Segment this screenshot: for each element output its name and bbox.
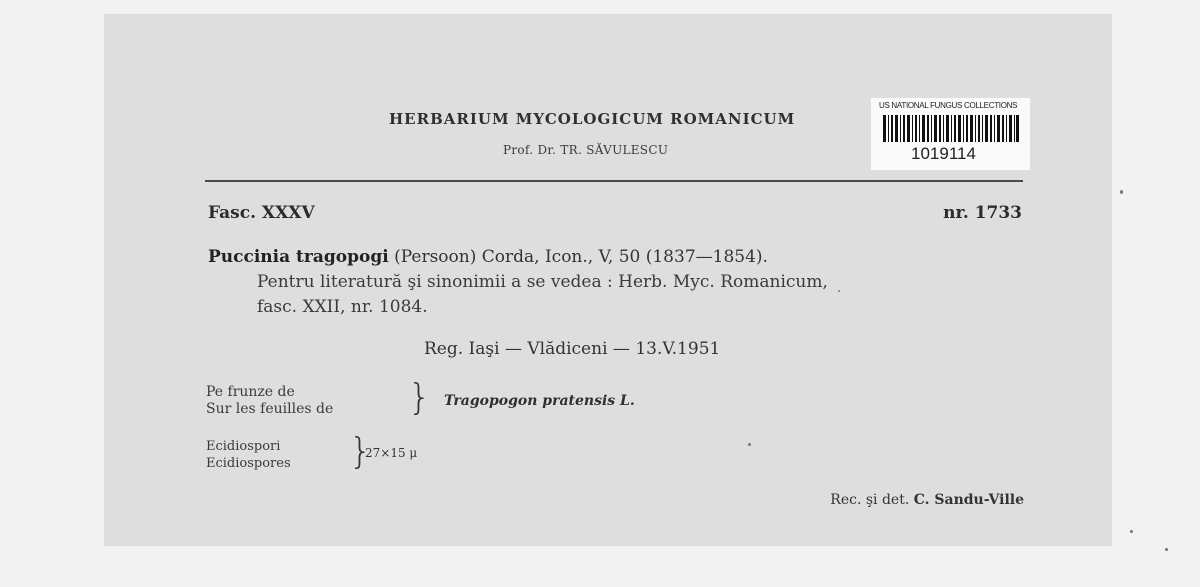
locality: Reg. Iaşi — Vlădiceni — 13.V.1951 bbox=[424, 339, 721, 359]
species-name: Puccinia tragopogi bbox=[208, 247, 389, 267]
host-label-ro: Pe frunze de bbox=[206, 384, 295, 400]
header-divider bbox=[205, 180, 1023, 182]
host-labels bbox=[206, 384, 333, 418]
collector-line bbox=[830, 492, 1024, 508]
herbarium-title: HERBARIUM MYCOLOGICUM ROMANICUM bbox=[389, 110, 796, 128]
literature-line-1: Pentru literatură şi sinonimii a se vedea : Herb. Myc. Romanicum, bbox=[257, 272, 828, 292]
barcode-number: 1019114 bbox=[911, 144, 976, 163]
host-label-fr: Sur les feuilles de bbox=[206, 401, 334, 417]
paper-speck bbox=[1165, 548, 1168, 551]
barcode-icon bbox=[883, 115, 1019, 142]
spore-size: 27×15 μ bbox=[365, 446, 418, 460]
literature-line-2: fasc. XXII, nr. 1084. bbox=[257, 297, 428, 317]
paper-speck bbox=[1130, 530, 1133, 533]
barcode-sticker bbox=[871, 98, 1030, 170]
host-brace-icon: } bbox=[408, 377, 431, 418]
spore-brace-icon: } bbox=[349, 431, 372, 472]
spore-label-ro: Ecidiospori bbox=[206, 439, 281, 454]
fascicle: Fasc. XXXV bbox=[208, 203, 315, 223]
species-authority: (Persoon) Corda, Icon., V, 50 (1837—1854). bbox=[388, 247, 768, 267]
specimen-number: nr. 1733 bbox=[943, 203, 1022, 223]
spore-labels bbox=[206, 438, 291, 472]
spore-label-fr: Ecidiospores bbox=[206, 456, 291, 471]
collector-name: C. Sandu-Ville bbox=[913, 492, 1024, 508]
paper-speck bbox=[748, 443, 751, 446]
host-name: Tragopogon pratensis L. bbox=[444, 393, 635, 409]
paper-speck bbox=[838, 290, 840, 292]
herbarium-subtitle: Prof. Dr. TR. SĂVULESCU bbox=[503, 143, 669, 157]
species-line bbox=[208, 247, 768, 267]
paper-speck bbox=[1120, 190, 1123, 194]
barcode-collection-label: US NATIONAL FUNGUS COLLECTIONS bbox=[879, 101, 1018, 110]
collector-prefix: Rec. şi det. bbox=[830, 492, 910, 508]
